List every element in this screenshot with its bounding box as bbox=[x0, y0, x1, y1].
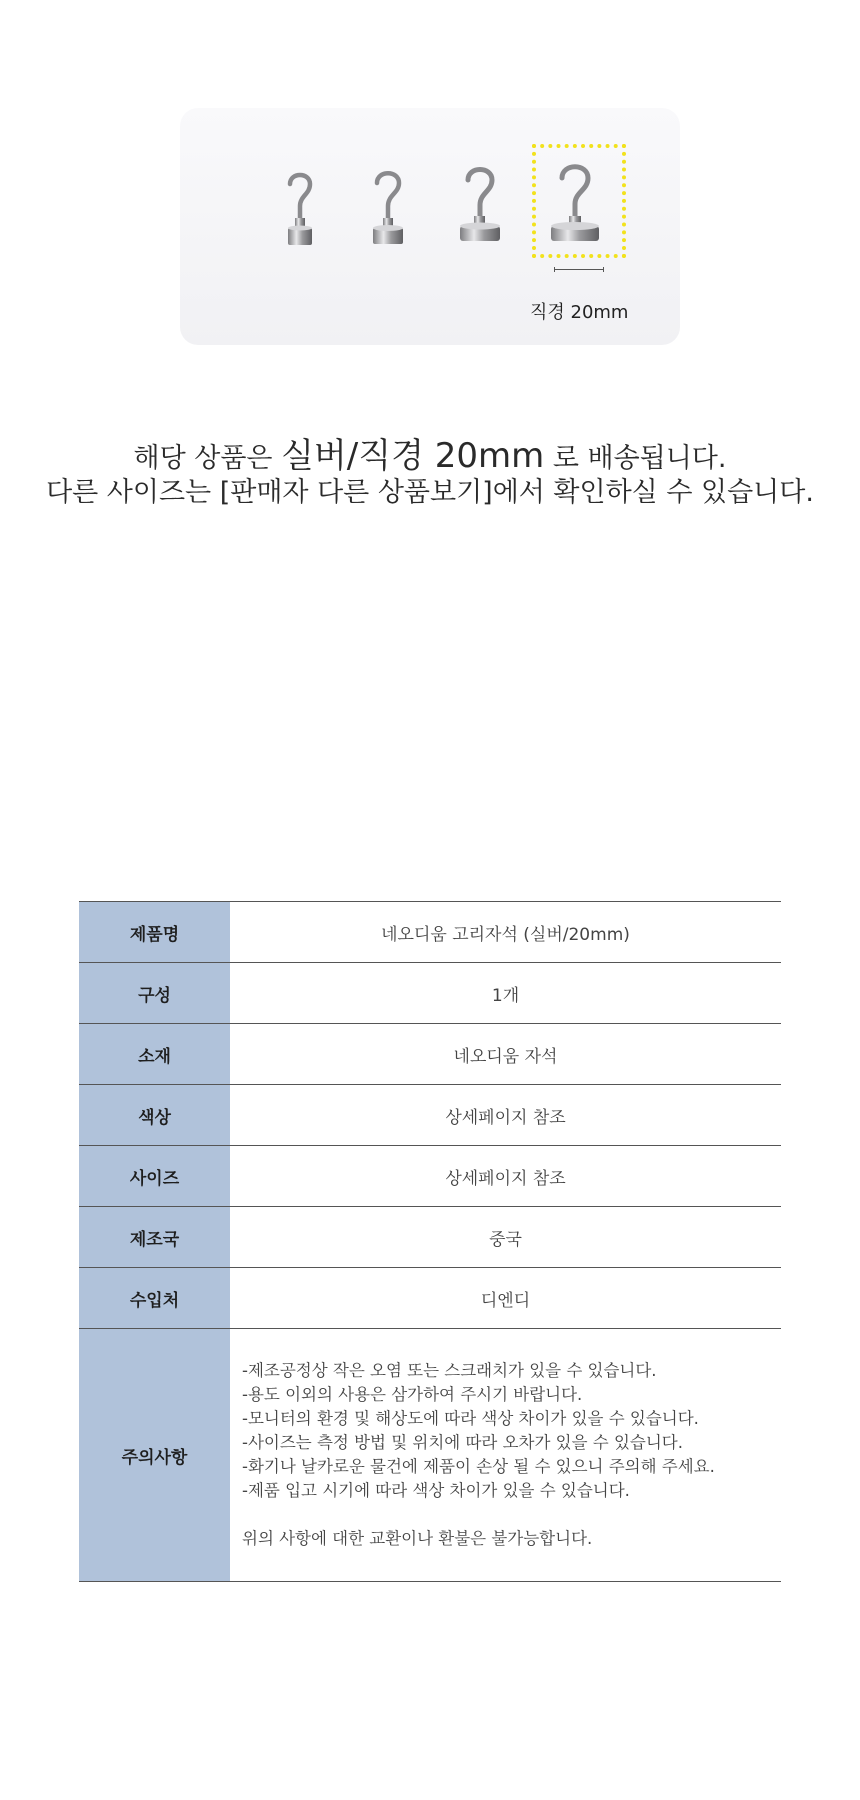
spec-row-composition bbox=[79, 963, 781, 1024]
other-size-notice: 다른 사이즈는 [판매자 다른 상품보기]에서 확인하실 수 있습니다. bbox=[46, 477, 814, 508]
notice-suffix: 로 배송됩니다. bbox=[544, 443, 727, 474]
spec-value: 디엔디 bbox=[480, 1290, 531, 1311]
caution-item: -제품 입고 시기에 따라 색상 차이가 있을 수 있습니다. bbox=[242, 1481, 630, 1500]
magnet-hook-image-large bbox=[456, 162, 502, 250]
spec-label: 구성 bbox=[79, 963, 230, 1024]
caution-item: -화기나 날카로운 물건에 제품이 손상 될 수 있으니 주의해 주세요. bbox=[242, 1457, 715, 1476]
spec-label: 색상 bbox=[79, 1085, 230, 1146]
caution-list bbox=[230, 1329, 781, 1582]
caution-footer: 위의 사항에 대한 교환이나 환불은 불가능합니다. bbox=[242, 1529, 593, 1548]
spec-value: 네오디움 고리자석 (실버/20mm) bbox=[381, 924, 630, 945]
spec-row-cautions bbox=[79, 1329, 781, 1582]
spec-row-product-name bbox=[79, 902, 781, 963]
caution-item: -제조공정상 작은 오염 또는 스크래치가 있을 수 있습니다. bbox=[242, 1361, 657, 1380]
spec-row-size bbox=[79, 1146, 781, 1207]
spec-row-color bbox=[79, 1085, 781, 1146]
spec-label: 주의사항 bbox=[79, 1329, 230, 1582]
size-highlight-box bbox=[532, 144, 626, 258]
spec-label: 수입처 bbox=[79, 1268, 230, 1329]
caution-item: -용도 이외의 사용은 삼가하여 주시기 바랍니다. bbox=[242, 1385, 583, 1404]
product-photo bbox=[180, 108, 680, 345]
diameter-label: 직경 20mm bbox=[530, 302, 629, 323]
spec-value: 상세페이지 참조 bbox=[445, 1107, 566, 1128]
spec-label: 제조국 bbox=[79, 1207, 230, 1268]
caution-item: -사이즈는 측정 방법 및 위치에 따라 오차가 있을 수 있습니다. bbox=[242, 1433, 683, 1452]
spec-value: 상세페이지 참조 bbox=[445, 1168, 566, 1189]
spec-label: 소재 bbox=[79, 1024, 230, 1085]
magnet-hook-image-medium bbox=[368, 166, 408, 250]
caution-spacer bbox=[242, 1503, 781, 1527]
spec-row-importer bbox=[79, 1268, 781, 1329]
spec-value: 중국 bbox=[489, 1229, 522, 1250]
spec-value: 네오디움 자석 bbox=[453, 1046, 558, 1067]
diameter-measure-line bbox=[554, 269, 604, 270]
caution-item: -모니터의 환경 및 해상도에 따라 색상 차이가 있을 수 있습니다. bbox=[242, 1409, 699, 1428]
spec-value: 1개 bbox=[491, 985, 520, 1006]
notice-prefix: 해당 상품은 bbox=[133, 443, 282, 474]
spec-row-material bbox=[79, 1024, 781, 1085]
spec-label: 사이즈 bbox=[79, 1146, 230, 1207]
notice-emphasis: 실버/직경 20mm bbox=[281, 436, 545, 476]
spec-label: 제품명 bbox=[79, 902, 230, 963]
product-spec-table bbox=[79, 901, 781, 1582]
magnet-hook-image-small bbox=[282, 168, 318, 250]
spec-row-origin bbox=[79, 1207, 781, 1268]
